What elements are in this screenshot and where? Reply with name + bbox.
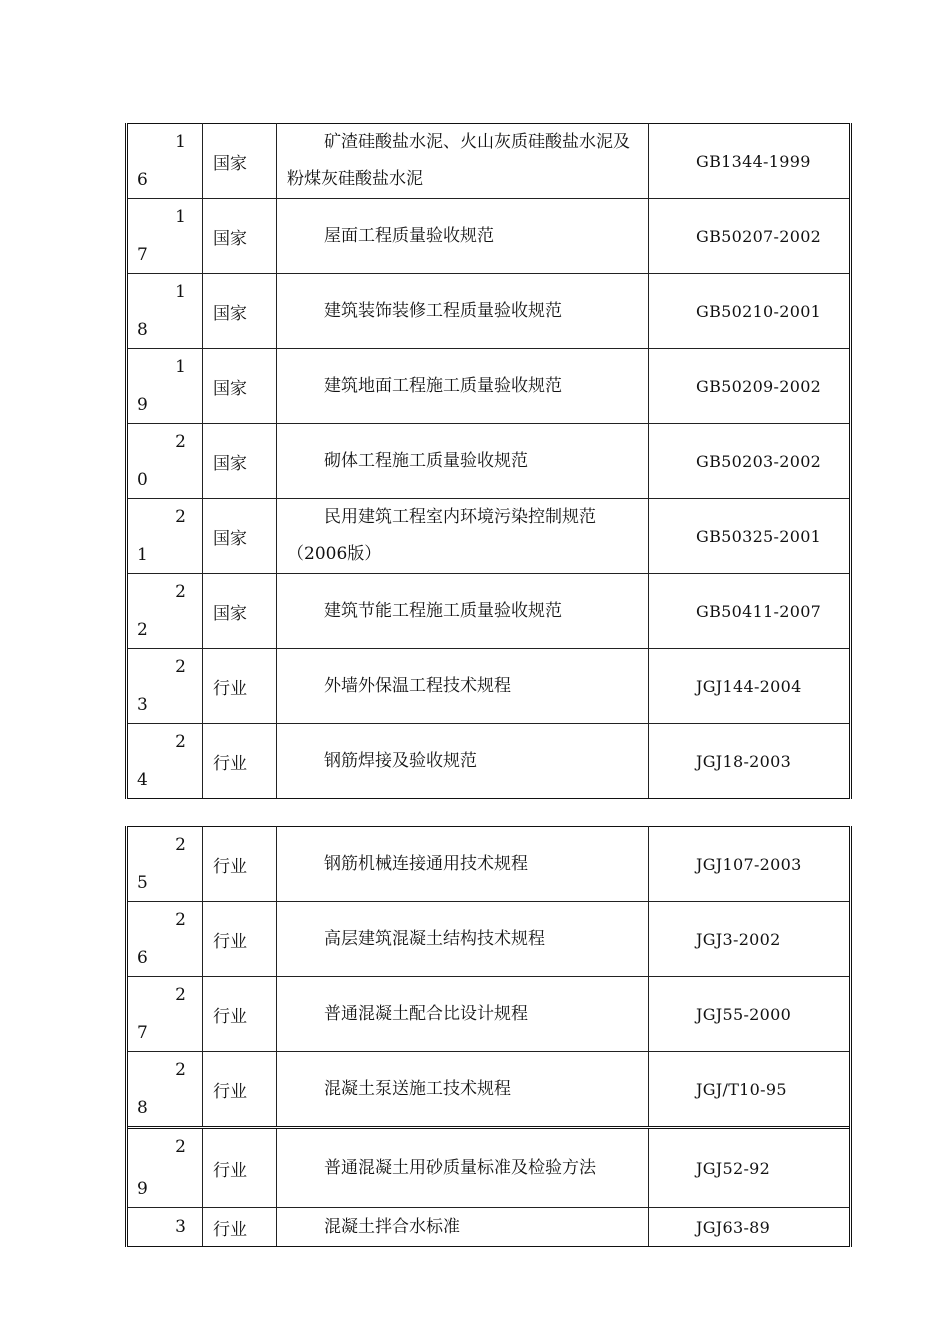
standard-name: 高层建筑混凝土结构技术规程 [324, 928, 545, 949]
standard-name-cell [277, 499, 649, 574]
standard-code-cell: JGJ144-2004 [649, 649, 851, 724]
row-number-top: 2 [175, 432, 186, 452]
standard-name: 砌体工程施工质量验收规范 [324, 450, 528, 471]
row-number-bottom: 9 [137, 1179, 148, 1199]
category-cell: 行业 [203, 1052, 277, 1128]
table-row [127, 1208, 851, 1247]
table-row [127, 1128, 851, 1208]
table-row [127, 724, 851, 799]
category-cell: 国家 [203, 199, 277, 274]
row-number-bottom: 9 [137, 395, 148, 415]
standard-code-cell: GB50325-2001 [649, 499, 851, 574]
table-row [127, 499, 851, 574]
standard-name: 混凝土泵送施工技术规程 [324, 1078, 511, 1099]
standard-name-cell [277, 124, 649, 199]
category-cell: 行业 [203, 724, 277, 799]
standard-code-cell: JGJ3-2002 [649, 902, 851, 977]
row-number-cell [127, 274, 203, 349]
standard-name: 普通混凝土用砂质量标准及检验方法 [324, 1157, 596, 1178]
table-row [127, 649, 851, 724]
standard-name-cell [277, 1052, 649, 1128]
row-number-top: 3 [175, 1217, 186, 1237]
standard-code-cell: JGJ/T10-95 [649, 1052, 851, 1128]
table-row [127, 902, 851, 977]
table-row [127, 274, 851, 349]
row-number-cell [127, 1052, 203, 1128]
standard-name-cell [277, 274, 649, 349]
standard-code-cell: JGJ52-92 [649, 1128, 851, 1208]
row-number-bottom: 5 [137, 873, 148, 893]
standard-name-cell [277, 199, 649, 274]
row-number-bottom: 3 [137, 695, 148, 715]
row-number-top: 2 [175, 582, 186, 602]
row-number-bottom: 7 [137, 1023, 148, 1043]
row-number-cell [127, 124, 203, 199]
row-number-top: 2 [175, 910, 186, 930]
row-number-bottom: 1 [137, 545, 148, 565]
row-number-cell [127, 977, 203, 1052]
category-cell: 国家 [203, 499, 277, 574]
table-row [127, 1052, 851, 1128]
row-number-top: 2 [175, 985, 186, 1005]
category-cell: 行业 [203, 827, 277, 902]
standards-table-1 [125, 123, 852, 799]
row-number-bottom: 8 [137, 1098, 148, 1118]
row-number-top: 1 [175, 282, 186, 302]
row-number-top: 1 [175, 357, 186, 377]
standard-name-cell [277, 724, 649, 799]
standard-name-cell [277, 977, 649, 1052]
row-number-cell [127, 199, 203, 274]
row-number-bottom: 2 [137, 620, 148, 640]
row-number-top: 1 [175, 132, 186, 152]
row-number-cell [127, 1208, 203, 1247]
category-cell: 行业 [203, 649, 277, 724]
row-number-cell [127, 902, 203, 977]
standard-code-cell: JGJ107-2003 [649, 827, 851, 902]
row-number-top: 1 [175, 207, 186, 227]
standard-code-cell: JGJ63-89 [649, 1208, 851, 1247]
category-cell: 行业 [203, 977, 277, 1052]
standard-name: 外墙外保温工程技术规程 [324, 675, 511, 696]
table-row [127, 424, 851, 499]
standard-name-cell [277, 1128, 649, 1208]
standard-name-cell [277, 574, 649, 649]
standard-code-cell: GB1344-1999 [649, 124, 851, 199]
row-number-bottom: 0 [137, 470, 148, 490]
category-cell: 行业 [203, 1208, 277, 1247]
standard-name: 钢筋机械连接通用技术规程 [324, 853, 528, 874]
category-cell: 国家 [203, 424, 277, 499]
standard-name: 屋面工程质量验收规范 [324, 225, 494, 246]
category-cell: 国家 [203, 124, 277, 199]
row-number-top: 2 [175, 732, 186, 752]
row-number-bottom: 6 [137, 948, 148, 968]
row-number-cell [127, 724, 203, 799]
standard-name-cell [277, 424, 649, 499]
standard-code-cell: GB50203-2002 [649, 424, 851, 499]
standard-code-cell: GB50209-2002 [649, 349, 851, 424]
row-number-cell [127, 424, 203, 499]
category-cell: 国家 [203, 349, 277, 424]
table-row [127, 827, 851, 902]
row-number-cell [127, 499, 203, 574]
standard-name: 钢筋焊接及验收规范 [324, 750, 477, 771]
standard-name: 建筑装饰装修工程质量验收规范 [324, 300, 562, 321]
standard-code-cell: JGJ55-2000 [649, 977, 851, 1052]
standard-name-cell [277, 1208, 649, 1247]
row-number-cell [127, 1128, 203, 1208]
table-row [127, 977, 851, 1052]
row-number-top: 2 [175, 507, 186, 527]
standard-name-cell [277, 649, 649, 724]
standard-code-cell: GB50210-2001 [649, 274, 851, 349]
row-number-top: 2 [175, 657, 186, 677]
standard-name: 民用建筑工程室内环境污染控制规范（2006版） [287, 507, 596, 564]
row-number-bottom: 6 [137, 170, 148, 190]
table-row [127, 199, 851, 274]
standard-name: 建筑节能工程施工质量验收规范 [324, 600, 562, 621]
row-number-cell [127, 649, 203, 724]
row-number-bottom: 8 [137, 320, 148, 340]
standard-name-cell [277, 349, 649, 424]
row-number-top: 2 [175, 1060, 186, 1080]
standard-name: 建筑地面工程施工质量验收规范 [324, 375, 562, 396]
category-cell: 国家 [203, 574, 277, 649]
row-number-cell [127, 574, 203, 649]
standard-name-cell [277, 902, 649, 977]
row-number-top: 2 [175, 835, 186, 855]
standard-name: 混凝土拌合水标准 [324, 1216, 460, 1237]
table-row [127, 349, 851, 424]
category-cell: 国家 [203, 274, 277, 349]
row-number-cell [127, 827, 203, 902]
standard-code-cell: GB50411-2007 [649, 574, 851, 649]
standards-table-2 [125, 826, 852, 1247]
row-number-bottom: 4 [137, 770, 148, 790]
standard-name-cell [277, 827, 649, 902]
standard-name: 普通混凝土配合比设计规程 [324, 1003, 528, 1024]
table-row [127, 124, 851, 199]
category-cell: 行业 [203, 1128, 277, 1208]
table-row [127, 574, 851, 649]
standard-code-cell: GB50207-2002 [649, 199, 851, 274]
standard-code-cell: JGJ18-2003 [649, 724, 851, 799]
row-number-bottom: 7 [137, 245, 148, 265]
standard-name: 矿渣硅酸盐水泥、火山灰质硅酸盐水泥及粉煤灰硅酸盐水泥 [287, 132, 630, 189]
row-number-top: 2 [175, 1137, 186, 1157]
row-number-cell [127, 349, 203, 424]
category-cell: 行业 [203, 902, 277, 977]
